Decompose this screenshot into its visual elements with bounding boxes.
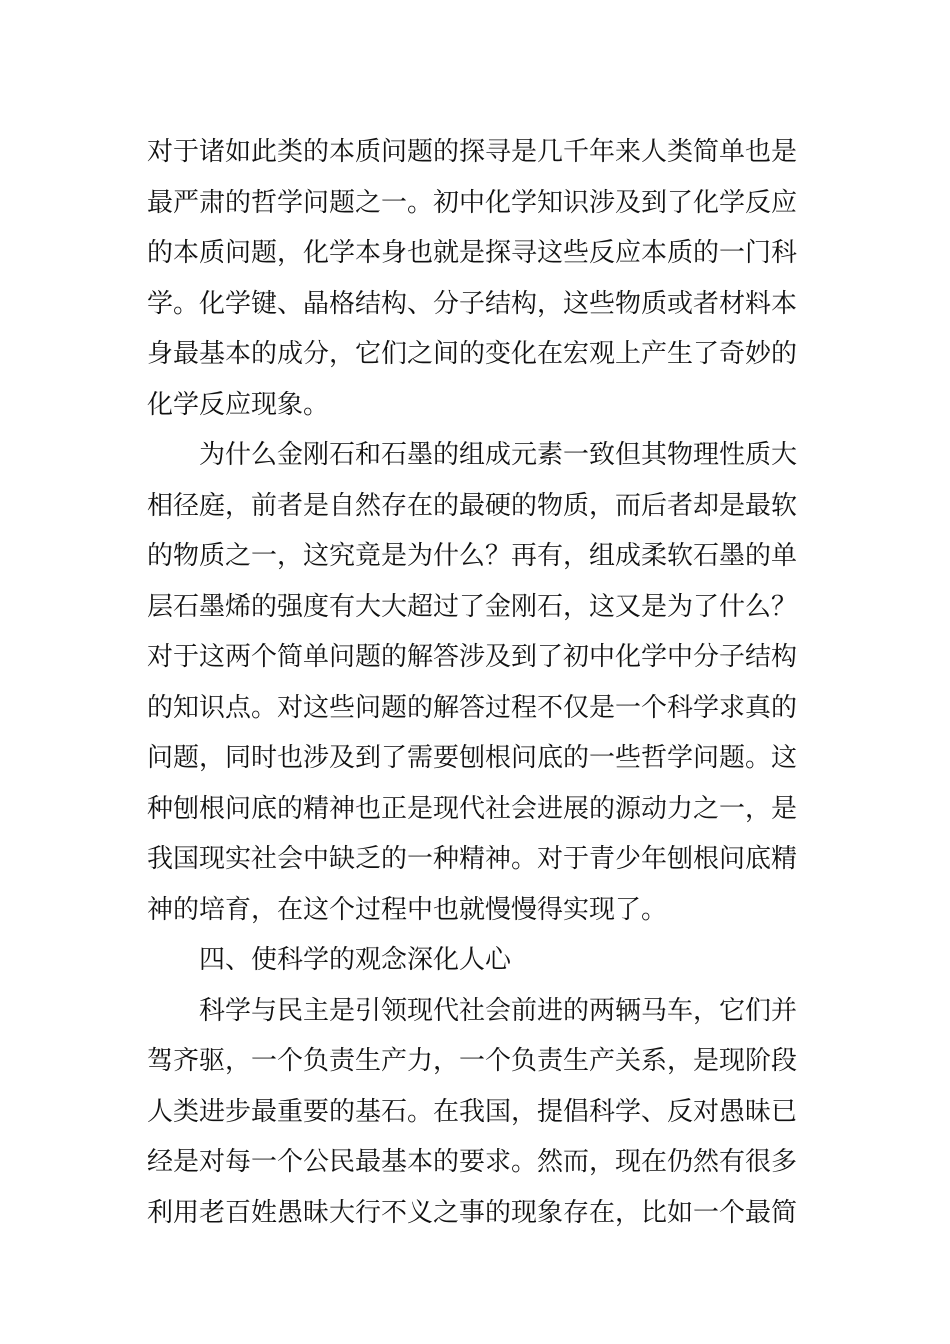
document-body (147, 127, 807, 1238)
text-line: 相径庭，前者是自然存在的最硬的物质，而后者却是最软 (147, 490, 798, 521)
text-line: 为什么金刚石和石墨的组成元素一致但其物理性质大 (199, 440, 798, 470)
document-page (147, 127, 807, 1238)
text-line: 的本质问题，化学本身也就是探寻这些反应本质的一门科 (147, 238, 798, 268)
text-line: 对于这两个简单问题的解答涉及到了初中化学中分子结构 (147, 642, 798, 672)
text-line: 的知识点。对这些问题的解答过程不仅是一个科学求真的 (147, 692, 798, 723)
text-line: 种刨根问底的精神也正是现代社会进展的源动力之一，是 (147, 793, 798, 824)
text-line: 学。化学键、晶格结构、分子结构，这些物质或者材料本 (147, 288, 798, 319)
text-line: 最严肃的哲学问题之一。初中化学知识涉及到了化学反应 (147, 187, 798, 218)
text-line: 神的培育，在这个过程中也就慢慢得实现了。 (147, 894, 668, 925)
text-line: 化学反应现象。 (147, 389, 330, 420)
text-line: 层石墨烯的强度有大大超过了金刚石，这又是为了什么？ (147, 591, 798, 622)
text-line: 驾齐驱，一个负责生产力，一个负责生产关系，是现阶段 (147, 1046, 798, 1076)
text-line: 的物质之一，这究竟是为什么？再有，组成柔软石墨的单 (147, 541, 798, 571)
text-line: 对于诸如此类的本质问题的探寻是几千年来人类简单也是 (147, 137, 798, 167)
text-line: 经是对每一个公民最基本的要求。然而，现在仍然有很多 (147, 1147, 798, 1177)
text-line: 我国现实社会中缺乏的一种精神。对于青少年刨根问底精 (147, 844, 798, 874)
text-line: 问题，同时也涉及到了需要刨根问底的一些哲学问题。这 (147, 743, 798, 773)
text-line: 科学与民主是引领现代社会前进的两辆马车，它们并 (199, 995, 798, 1026)
text-line: 四、使科学的观念深化人心 (199, 945, 512, 975)
text-line: 利用老百姓愚昧大行不义之事的现象存在，比如一个最简 (147, 1197, 798, 1228)
text-line: 身最基本的成分，它们之间的变化在宏观上产生了奇妙的 (147, 339, 798, 369)
text-line: 人类进步最重要的基石。在我国，提倡科学、反对愚昧已 (147, 1096, 798, 1127)
